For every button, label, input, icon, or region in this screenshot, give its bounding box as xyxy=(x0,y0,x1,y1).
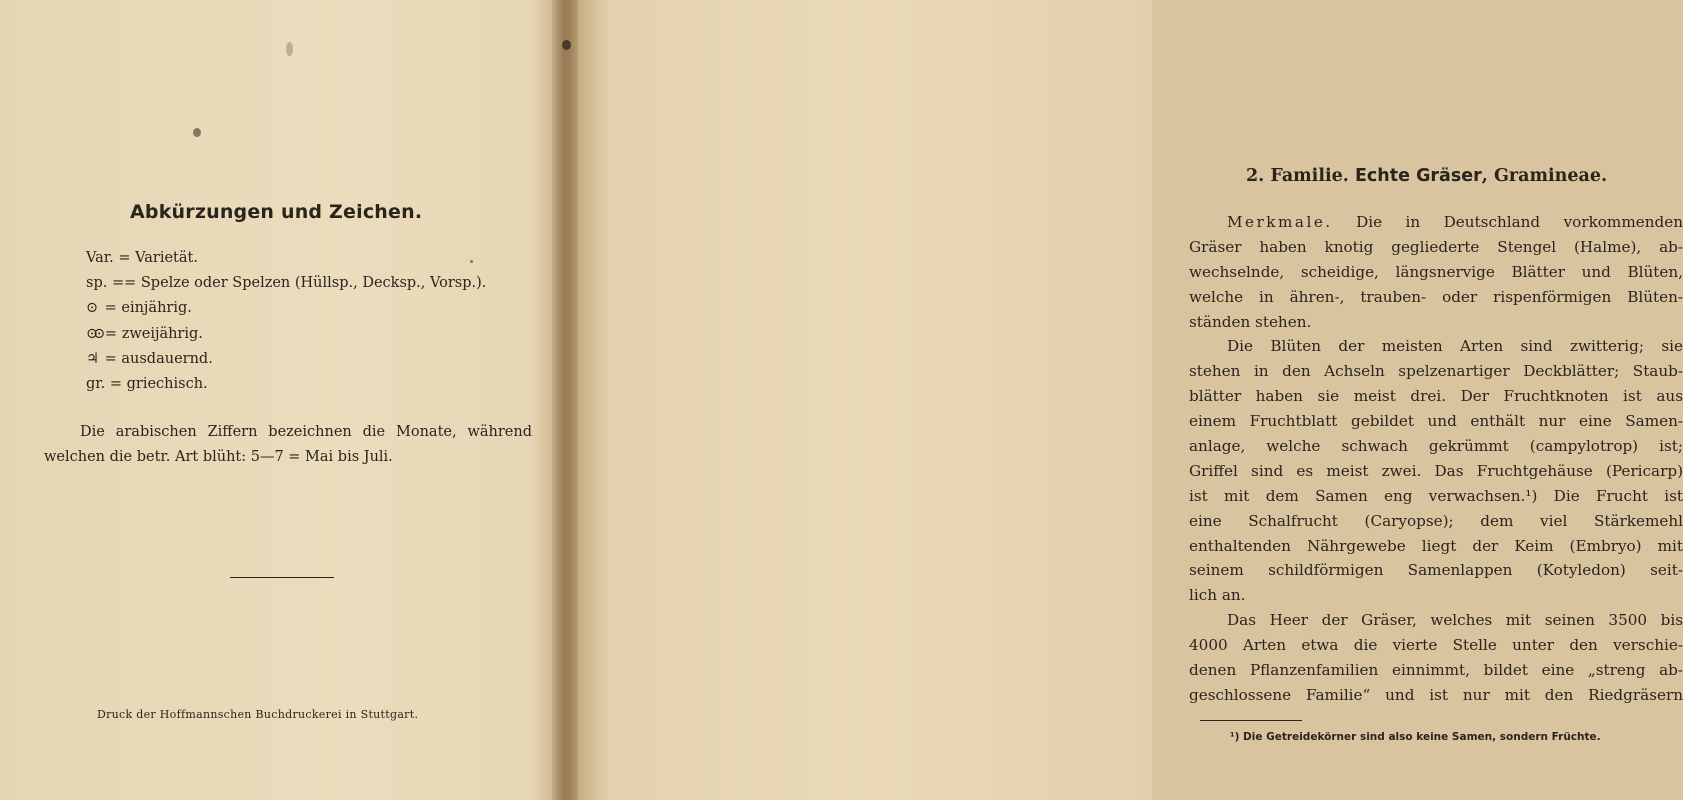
abbreviation-item xyxy=(86,271,486,296)
abbreviation-separator: = xyxy=(100,300,122,317)
text-line: Die Blüten der meisten Arten sind zwitterig; sie xyxy=(1227,337,1683,356)
abbreviation-meaning: ausdauernd. xyxy=(121,350,213,367)
abbreviation-meaning: einjährig. xyxy=(121,300,192,317)
abbreviation-separator: = xyxy=(100,350,122,367)
text-line: Griffel sind es meist zwei. Das Fruchtgehäuse (Pericarp) xyxy=(1189,461,1683,480)
text-line: 4000 Arten etwa die vierte Stelle unter den verschie- xyxy=(1189,636,1683,655)
abbreviation-symbol: sp. xyxy=(86,275,108,292)
abbreviation-item xyxy=(86,322,486,347)
abbreviation-symbol: gr. xyxy=(86,376,106,393)
annual-symbol-icon: ⊙ xyxy=(86,300,99,317)
family-latin-name: , Gramineae. xyxy=(1481,166,1608,186)
text-line: welche in ähren-, trauben- oder rispenförmigen Blüten- xyxy=(1189,287,1683,306)
text-line: ständen stehen. xyxy=(1189,312,1312,331)
text-line: eine Schalfrucht (Caryopse); dem viel Stärkemehl xyxy=(1189,511,1683,530)
abbreviation-item xyxy=(86,347,486,372)
left-page xyxy=(0,0,565,800)
text-line: blätter haben sie meist drei. Der Fruchtknoten ist aus xyxy=(1189,387,1683,406)
perennial-symbol-icon: ♃ xyxy=(86,350,99,367)
abbreviation-separator: = xyxy=(113,250,136,266)
abbreviation-list xyxy=(86,246,486,397)
text-line: Merkmale. Die in Deutschland vorkommenden xyxy=(1227,213,1683,231)
text-line: denen Pflanzenfamilien einnimmt, bildet eine „streng ab- xyxy=(1189,661,1683,680)
abbreviation-symbol: Var. xyxy=(86,250,114,266)
text-line: Gräser haben knotig gegliederte Stengel (Halme), ab- xyxy=(1189,237,1683,256)
text-line: Das Heer der Gräser, welches mit seinen 3500 bis xyxy=(1227,611,1683,630)
months-note xyxy=(44,420,532,470)
text-line: stehen in den Achseln spelzenartiger Deckblätter; Staub- xyxy=(1189,362,1683,381)
text-line: seinem schildförmigen Samenlappen (Kotyledon) seit- xyxy=(1189,561,1683,580)
section-divider xyxy=(230,577,334,578)
printer-imprint: Druck der Hoffmannschen Buchdruckerei in Stuttgart. xyxy=(97,708,419,721)
months-note-line: welchen die betr. Art blüht: 5—7 = Mai bis Juli. xyxy=(44,449,393,465)
abbreviation-separator: == xyxy=(107,275,141,292)
section-lead: Merkmale. xyxy=(1227,213,1333,231)
abbreviations-heading: Abkürzungen und Zeichen. xyxy=(130,201,423,223)
abbreviation-meaning: zweijährig. xyxy=(121,325,203,342)
abbreviation-separator: = xyxy=(105,376,127,393)
abbreviation-meaning: Spelze oder Spelzen (Hüllsp., Decksp., Vorsp.). xyxy=(140,275,487,292)
text-line: lich an. xyxy=(1189,586,1246,605)
abbreviation-separator: = xyxy=(100,325,122,342)
months-note-line: Die arabischen Ziffern bezeichnen die Monate, während xyxy=(80,424,532,440)
footnote: ¹) Die Getreidekörner sind also keine Samen, sondern Früchte. xyxy=(1230,731,1601,743)
right-page xyxy=(575,0,1683,800)
abbreviation-item xyxy=(86,372,486,397)
text-line: ist mit dem Samen eng verwachsen.¹) Die Frucht ist xyxy=(1189,486,1683,505)
family-name: Echte Gräser xyxy=(1354,166,1482,186)
text-line: anlage, welche schwach gekrümmt (campylotrop) ist; xyxy=(1189,437,1683,456)
text-line: einem Fruchtblatt gebildet und enthält nur eine Samen- xyxy=(1189,412,1683,431)
family-description xyxy=(1189,210,1683,708)
text-line: enthaltenden Nährgewebe liegt der Keim (Embryo) mit xyxy=(1189,536,1683,555)
text-line: wechselnde, scheidige, längsnervige Blätter und Blüten, xyxy=(1189,262,1683,281)
family-heading xyxy=(1246,166,1607,186)
family-number: 2. Familie. xyxy=(1246,166,1349,186)
footnote-divider xyxy=(1200,720,1302,721)
abbreviation-meaning: Varietät. xyxy=(135,250,198,266)
biennial-symbol-icon: ⊙⊙ xyxy=(86,325,101,342)
abbreviation-meaning: griechisch. xyxy=(126,376,208,393)
abbreviation-item xyxy=(86,246,486,271)
text-line: geschlossene Familie“ und ist nur mit den Riedgräsern xyxy=(1189,685,1683,704)
abbreviation-item xyxy=(86,296,486,321)
